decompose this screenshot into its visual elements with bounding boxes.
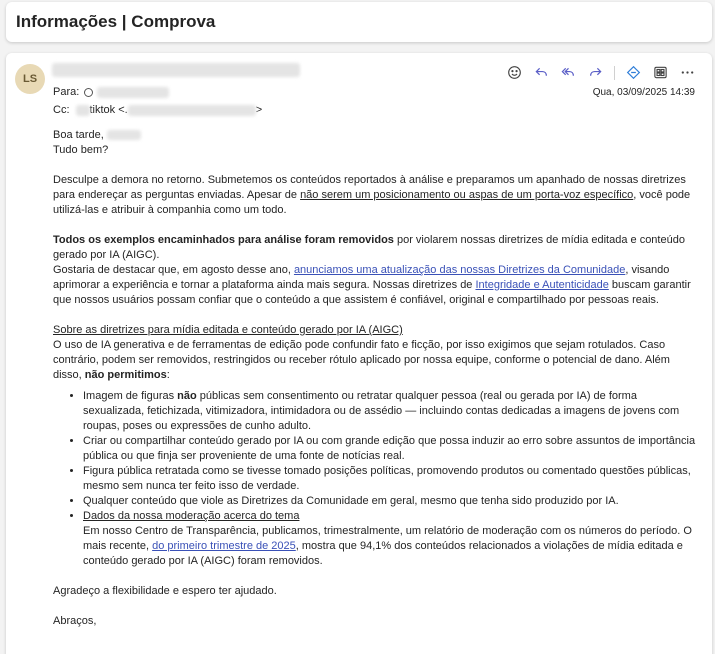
emoji-button[interactable] (504, 63, 525, 82)
cc-recipient[interactable]: tiktok <. (89, 104, 128, 116)
apps-button[interactable] (650, 63, 671, 82)
cc-label: Cc: (53, 104, 70, 116)
copilot-icon (626, 65, 641, 80)
greeting-line-2: Tudo bem? (53, 144, 109, 156)
apps-icon (653, 65, 668, 80)
subject-header (6, 2, 712, 42)
reply-icon (534, 65, 549, 80)
signoff-line: Abraços, (53, 615, 97, 627)
cc-end: > (255, 104, 263, 116)
forward-button[interactable] (585, 63, 606, 82)
list-item: • Dados da nossa moderação acerca do tema Em nosso Centro de Transparência, publicamos, trimestralmente, um relatório de moderação com os números do período. O mais recente, do primeiro trimestre de 2025, mostra que 94,1% dos conteúdos relacionados a violações de mídia editada e conteúdo gerado por IA (AIGC) foram removidos. (83, 509, 698, 569)
removed-notice: Todos os exemplos encaminhados para análise foram removidos (53, 234, 394, 246)
paragraph-1: Desculpe a demora no retorno. Submetemos os conteúdos reportados à análise e preparamos um apanhado de nossas diretrizes para endereçar as perguntas enviadas. Apesar de não serem um posicionamento ou aspas de um porta-voz específico, você pode utilizá-las e atribuir à companhia como um todo. (53, 174, 691, 216)
message-body (53, 128, 698, 629)
message-date: Qua, 03/09/2025 14:39 (592, 87, 695, 98)
list-item: • Imagem de figuras não públicas sem consentimento ou retratar qualquer pessoa (real ou gerada por IA) de forma sexualizada, fetichizada, vitimizadora, intimidadora ou de assédio — incluindo contas dedicadas a imagens de jovens com roupas, poses ou expressões de cunho adulto. (83, 389, 698, 434)
cc-email-redacted[interactable] (128, 105, 256, 116)
cc-name-redacted[interactable] (76, 105, 90, 116)
paragraph-3: Gostaria de destacar que, em agosto desse ano, anunciamos uma atualização das nossas Diretrizes da Comunidade, visando aprimorar a experiência e tornar a plataforma ainda mais segura. Nossas diretrizes de Integridade e Autenticidade buscam garantir que nossos usuários possam confiar que o conteúdo a que assistem é confiável, original e compartilhado por pessoas reais. (53, 264, 691, 306)
q1-2025-report-link[interactable]: do primeiro trimestre de 2025 (152, 540, 296, 552)
list-item: • Figura pública retratada como se tivesse tomado posições políticas, promovendo produtos ou comentado questões públicas, mesmo sem nunca ter feito isso de verdade. (83, 464, 698, 494)
emoji-icon (507, 65, 522, 80)
recipient-status-icon (84, 88, 93, 97)
list-item: • Qualquer conteúdo que viole as Diretrizes da Comunidade em geral, mesmo que tenha sido produzido por IA. (83, 494, 698, 509)
moderation-data-title: Dados da nossa moderação acerca do tema (83, 510, 300, 522)
to-row (53, 86, 169, 98)
forward-icon (588, 65, 603, 80)
to-recipient-redacted[interactable] (97, 87, 169, 98)
guidelines-update-link[interactable]: anunciamos uma atualização das nossas Diretrizes da Comunidade (293, 264, 626, 276)
paragraph-2: Todos os exemplos encaminhados para análise foram removidos por violarem nossas diretrizes de mídia editada e conteúdo gerado por IA (AIGC). (53, 234, 685, 261)
sender-avatar[interactable]: LS (15, 64, 45, 94)
message-actions (504, 63, 698, 82)
email-subject: Informações | Comprova (16, 12, 216, 31)
not-allowed-bold: não permitimos (84, 369, 167, 381)
paragraph-4: O uso de IA generativa e de ferramentas de edição pode confundir fato e ficção, por isso exigimos que sejam rotulados. Caso contrário, podem ser removidos, restringidos ou receber rótulo aplicado por nossa equipe, conforme o potencial de dano. Além disso, não permitimos: (53, 339, 670, 381)
more-icon (680, 65, 695, 80)
reply-button[interactable] (531, 63, 552, 82)
section-title: Sobre as diretrizes para mídia editada e conteúdo gerado por IA (AIGC) (53, 324, 403, 336)
reply-all-icon (561, 65, 576, 80)
closing-line: Agradeço a flexibilidade e espero ter ajudado. (53, 585, 277, 597)
disclaimer-underline: não serem um posicionamento ou aspas de um porta-voz específico (300, 189, 634, 201)
reply-all-button[interactable] (558, 63, 579, 82)
copilot-button[interactable] (623, 63, 644, 82)
sender-name-redacted[interactable] (52, 63, 300, 77)
greeting-line (53, 128, 698, 143)
message-card (6, 53, 712, 654)
greeting-name-redacted (107, 130, 141, 140)
more-actions-button[interactable] (677, 63, 698, 82)
actions-separator (614, 66, 615, 80)
to-label: Para: (53, 86, 80, 98)
cc-row (53, 104, 262, 116)
list-item: • Criar ou compartilhar conteúdo gerado por IA ou com grande edição que possa induzir ao erro sobre assuntos de importância pública ou que finja ser proveniente de uma fonte de notícias real. (83, 434, 698, 464)
greeting-text: Boa tarde, (53, 129, 104, 141)
prohibited-list (53, 389, 698, 569)
integrity-authenticity-link[interactable]: Integridade e Autenticidade (475, 279, 609, 291)
